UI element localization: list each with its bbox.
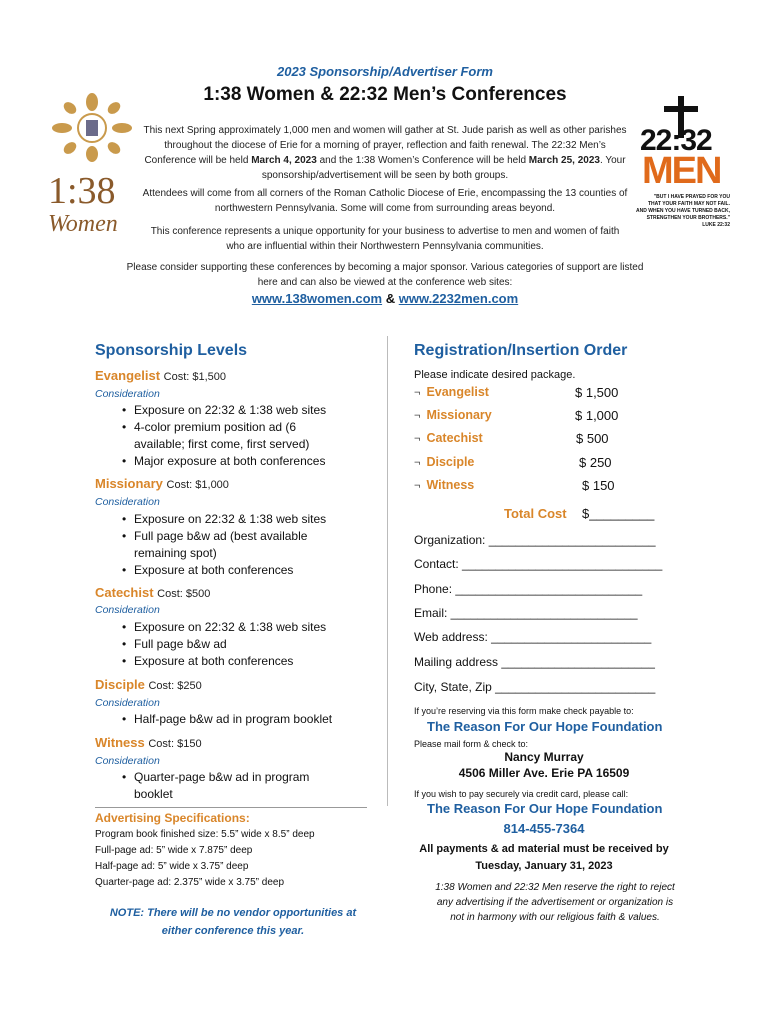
intro-paragraph-4: Please consider supporting these conferences by becoming a major sponsor. Various categories of support are listed here and can also be viewed at the conference web sites: <box>126 262 644 288</box>
intro-text: and the 1:38 Women’s Conference will be held <box>316 155 529 166</box>
quote-line: "BUT I HAVE PRAYED FOR YOU <box>653 194 730 200</box>
main-title: 1:38 Women & 22:32 Men’s Conferences <box>203 84 567 105</box>
list-item: • Full page b&w ad <box>122 637 227 651</box>
organization-field[interactable]: Organization: _________________________ <box>414 533 656 547</box>
credit-card-note: If you wish to pay securely via credit card, please call: <box>414 789 629 799</box>
missionary-benefits <box>120 511 326 579</box>
list-item: • Exposure on 22:32 & 1:38 web sites <box>122 512 327 526</box>
list-item: • Exposure at both conferences <box>122 654 294 668</box>
package-evangelist[interactable] <box>414 385 489 399</box>
check-payable-note: If you’re reserving via this form make check payable to: <box>414 706 634 716</box>
level-cost: Cost: $1,500 <box>163 371 227 383</box>
specs-heading: Advertising Specifications: <box>95 811 250 825</box>
consideration-label: Consideration <box>95 496 160 508</box>
checkbox-icon[interactable]: ¬ <box>414 457 421 469</box>
list-item: • Exposure on 22:32 & 1:38 web sites <box>122 620 327 634</box>
package-price: $ 150 <box>582 478 615 493</box>
package-price: $ 1,000 <box>575 408 619 423</box>
evangelist-benefits <box>120 402 326 470</box>
checkbox-icon[interactable]: ¬ <box>414 480 421 492</box>
spec-line: Full-page ad: 5” wide x 7.875” deep <box>95 845 253 856</box>
men-logo-number: 22:32 <box>640 124 712 157</box>
checkbox-icon[interactable]: ¬ <box>414 433 421 445</box>
recipient-name: Nancy Murray <box>504 750 584 764</box>
intro-text: This next Spring approximately 1,000 men and women will gather at St. Jude parish as well as other parishes throughout the diocese of Erie for a morning of prayer, reflection and faith renewal. The 22:32 Men’s Conference will be held <box>143 125 627 166</box>
package-name: Missionary <box>426 408 492 422</box>
catechist-benefits <box>120 619 326 670</box>
women-logo-number: 1:38 <box>48 170 116 212</box>
level-cost: Cost: $500 <box>157 588 211 600</box>
level-disciple <box>95 677 202 692</box>
men-website-link[interactable]: www.2232men.com <box>398 291 519 306</box>
quote-reference: LUKE 22:32 <box>702 222 730 228</box>
consideration-label: Consideration <box>95 604 160 616</box>
level-cost: Cost: $150 <box>148 738 202 750</box>
list-item: booklet <box>134 787 173 801</box>
package-missionary[interactable] <box>414 408 492 422</box>
women-website-link[interactable]: www.138women.com <box>251 291 383 306</box>
package-price: $ 250 <box>579 455 612 470</box>
women-conference-date: March 25, 2023 <box>528 155 600 166</box>
consideration-label: Consideration <box>95 388 160 400</box>
level-name: Missionary <box>95 476 163 491</box>
intro-paragraph-3: This conference represents a unique opportunity for your business to advertise to men and women of faith who are influential within their Northwestern Pennsylvania communities. <box>150 226 620 252</box>
quote-line: STRENGTHEN YOUR BROTHERS." <box>646 215 730 221</box>
checkbox-icon[interactable]: ¬ <box>414 387 421 399</box>
total-cost-field[interactable]: $_________ <box>582 506 655 521</box>
deadline-date: Tuesday, January 31, 2023 <box>475 860 613 872</box>
level-name: Catechist <box>95 585 154 600</box>
checkbox-icon[interactable]: ¬ <box>414 410 421 422</box>
package-name: Disciple <box>426 455 475 469</box>
website-links <box>0 291 770 306</box>
total-cost-label: Total Cost <box>504 506 567 521</box>
intro-paragraph-1 <box>142 123 628 183</box>
list-item: • Exposure on 22:32 & 1:38 web sites <box>122 403 327 417</box>
men-conference-date: March 4, 2023 <box>251 155 317 166</box>
men-logo-quote <box>630 194 730 229</box>
column-divider <box>387 336 388 806</box>
package-witness[interactable] <box>414 478 474 492</box>
level-witness <box>95 735 202 750</box>
consideration-label: Consideration <box>95 697 160 709</box>
sponsorship-heading: Sponsorship Levels <box>95 342 248 359</box>
form-title: 2023 Sponsorship/Advertiser Form <box>276 64 493 79</box>
phone-field[interactable]: Phone: ____________________________ <box>414 582 643 596</box>
quote-line: AND WHEN YOU HAVE TURNED BACK, <box>636 208 730 214</box>
section-divider <box>95 807 367 808</box>
city-state-zip-field[interactable]: City, State, Zip ________________________ <box>414 680 656 694</box>
list-item: • Quarter-page b&w ad in program <box>122 770 310 784</box>
email-field[interactable]: Email: ____________________________ <box>414 606 638 620</box>
men-logo-word: MEN <box>642 150 721 192</box>
package-name: Catechist <box>426 431 483 445</box>
witness-benefits <box>120 769 309 803</box>
spec-line: Quarter-page ad: 2.375” wide x 3.75” deep <box>95 877 285 888</box>
spec-line: Half-page ad: 5” wide x 3.75” deep <box>95 861 249 872</box>
level-cost: Cost: $1,000 <box>166 479 229 491</box>
list-item: • Half-page b&w ad in program booklet <box>122 712 333 726</box>
phone-number: 814-455-7364 <box>503 821 585 836</box>
package-name: Evangelist <box>426 385 489 399</box>
package-price: $ 1,500 <box>575 385 619 400</box>
mailing-address: 4506 Miller Ave. Erie PA 16509 <box>458 766 630 780</box>
list-item: remaining spot) <box>134 546 217 560</box>
package-price: $ 500 <box>576 431 609 446</box>
deadline-line-1: All payments & ad material must be received by <box>419 843 669 855</box>
level-missionary <box>95 476 229 491</box>
women-logo-word: Women <box>48 211 118 237</box>
package-name: Witness <box>426 478 475 492</box>
list-item: • 4-color premium position ad (6 <box>122 420 297 434</box>
foundation-name: The Reason For Our Hope Foundation <box>427 801 663 816</box>
web-address-field[interactable]: Web address: ________________________ <box>414 630 652 644</box>
consideration-label: Consideration <box>95 755 160 767</box>
men-conference-logo <box>636 96 730 236</box>
level-name: Witness <box>95 735 145 750</box>
list-item: • Full page b&w ad (best available <box>122 529 308 543</box>
order-instruction: Please indicate desired package. <box>414 369 576 381</box>
package-disciple[interactable] <box>414 455 474 469</box>
list-item: • Exposure at both conferences <box>122 563 294 577</box>
link-separator: & <box>382 291 399 306</box>
list-item: • Major exposure at both conferences <box>122 454 326 468</box>
mailing-address-field[interactable]: Mailing address _______________________ <box>414 655 655 669</box>
mail-note: Please mail form & check to: <box>414 739 529 749</box>
level-cost: Cost: $250 <box>148 680 202 692</box>
level-name: Disciple <box>95 677 145 692</box>
spec-line: Program book finished size: 5.5” wide x 8.5” deep <box>95 829 315 840</box>
foundation-name: The Reason For Our Hope Foundation <box>427 719 663 734</box>
level-name: Evangelist <box>95 368 161 383</box>
list-item: available; first come, first served) <box>134 437 310 451</box>
disclaimer: 1:38 Women and 22:32 Men reserve the right to reject any advertising if the advertisement or organization is not in harmony with our religious faith & values. <box>435 882 675 923</box>
intro-text: . Your sponsorship/advertisement will be seen by both groups. <box>261 155 626 181</box>
contact-field[interactable]: Contact: ______________________________ <box>414 557 663 571</box>
level-catechist <box>95 585 210 600</box>
order-heading: Registration/Insertion Order <box>414 342 628 359</box>
level-evangelist <box>95 368 226 383</box>
vendor-note: NOTE: There will be no vendor opportunities at either conference this year. <box>109 907 357 937</box>
fleur-ornament-icon <box>48 92 136 162</box>
quote-line: THAT YOUR FAITH MAY NOT FAIL. <box>647 201 730 207</box>
women-conference-logo <box>48 92 136 237</box>
disciple-benefits <box>120 711 332 728</box>
intro-paragraph-2: Attendees will come from all corners of the Roman Catholic Diocese of Erie, encompassing the 13 counties of northwestern Pennsylvania. Some will come from surrounding areas beyond. <box>142 188 628 214</box>
package-catechist[interactable] <box>414 431 483 445</box>
